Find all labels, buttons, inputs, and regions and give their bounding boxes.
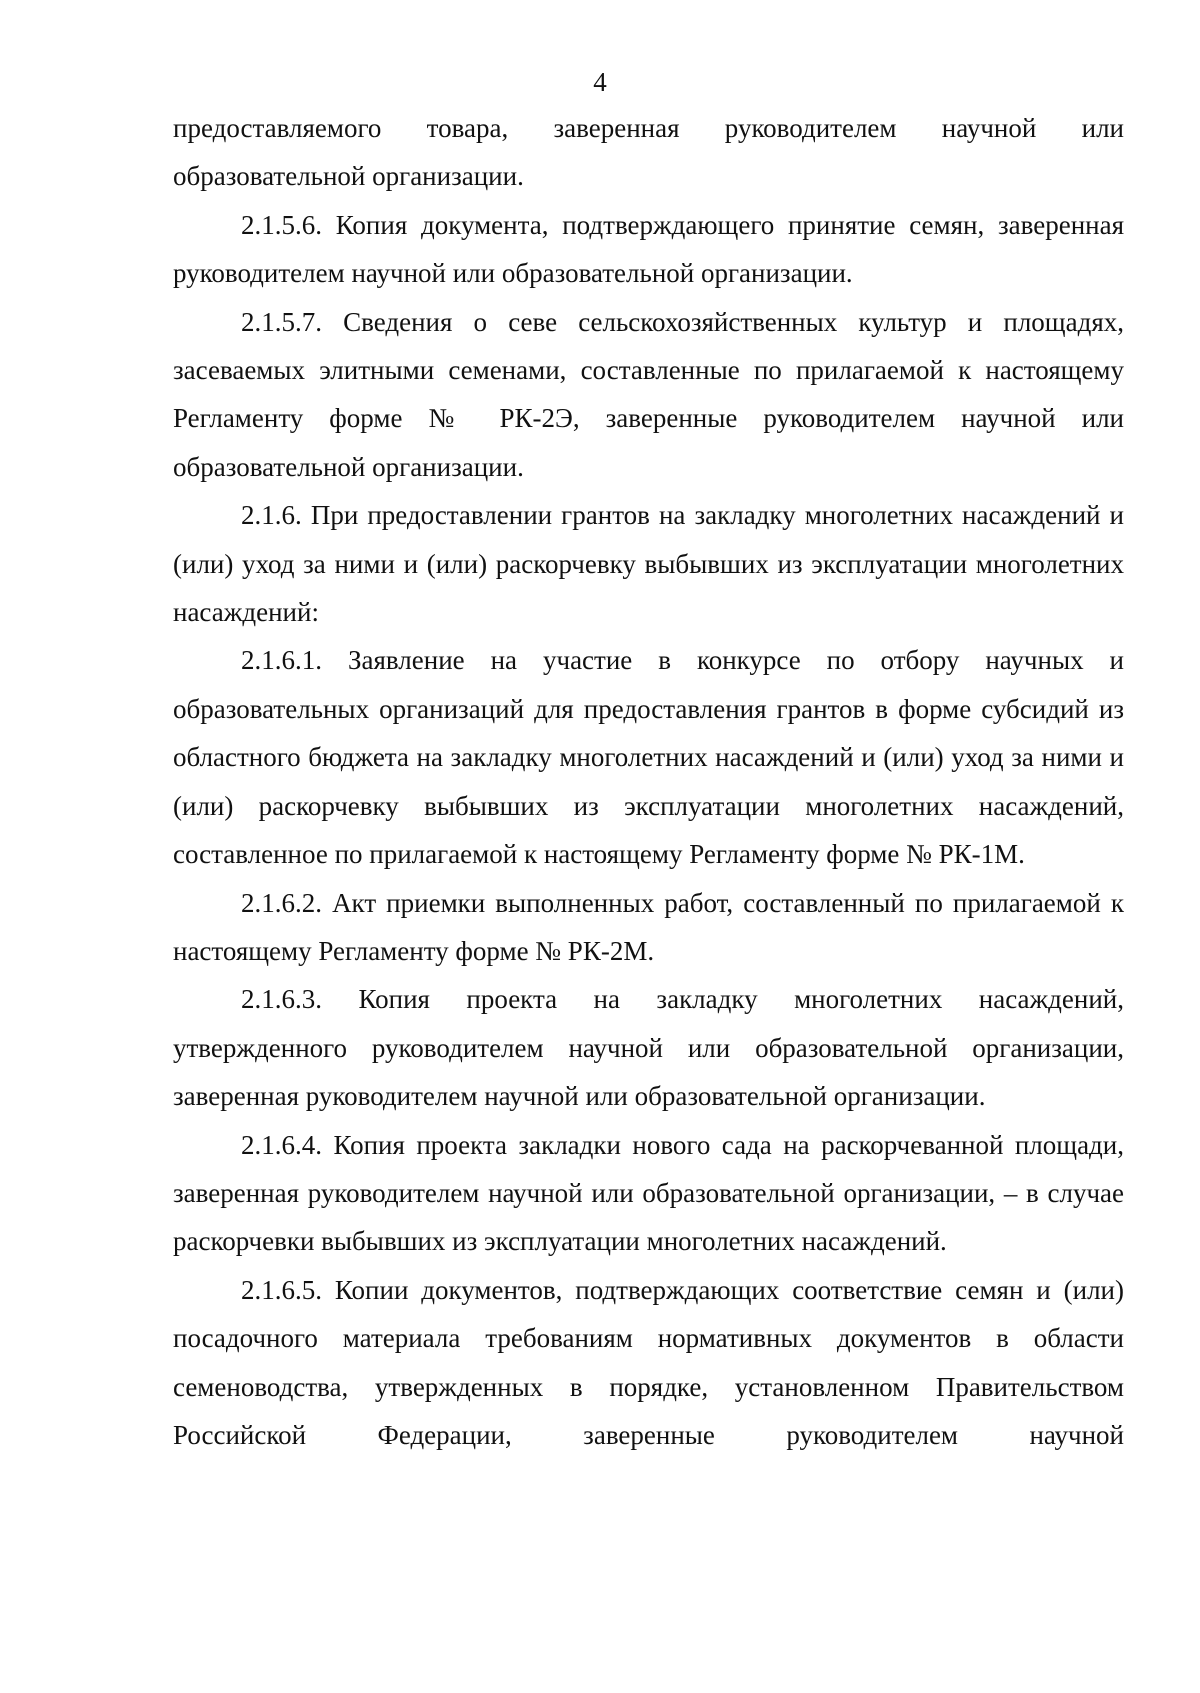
page-number: 4 [593,67,607,97]
paragraph-continuation: предоставляемого товара, заверенная руководителем научной или образовательной организации. [173,113,1124,192]
paragraph-2-1-6-5: 2.1.6.5. Копии документов, подтверждающих соответствие семян и (или) посадочного материала требованиям нормативных документов в области семеноводства, утвержденных в порядке, установленном Правительством Российской Федерации, заверенные руководителем научной [173,1274,1124,1450]
paragraph-2-1-6-4: 2.1.6.4. Копия проекта закладки нового сада на раскорчеванной площади, заверенная руководителем научной или образовательной организации, – в случае раскорчевки выбывших из эксплуатации многолетних насаждений. [173,1129,1124,1257]
paragraph-2-1-6: 2.1.6. При предоставлении грантов на закладку многолетних насаждений и (или) уход за ними и (или) раскорчевку выбывших из эксплуатации многолетних насаждений: [173,500,1124,628]
paragraph-2-1-6-3: 2.1.6.3. Копия проекта на закладку многолетних насаждений, утвержденного руководителем научной или образовательной организации, заверенная руководителем научной или образовательной организации. [173,984,1124,1112]
paragraph-2-1-5-7: 2.1.5.7. Сведения о севе сельскохозяйственных культур и площадях, засеваемых элитными семенами, составленные по прилагаемой к настоящему Регламенту форме № РК-2Э, заверенные руководителем научной или образовательной организации. [173,306,1124,482]
paragraph-2-1-6-1: 2.1.6.1. Заявление на участие в конкурсе по отбору научных и образовательных организаций для предоставления грантов в форме субсидий из областного бюджета на закладку многолетних насаждений и (или) уход за ними и (или) раскорчевку выбывших из эксплуатации многолетних насаждений, составленное по прилагаемой к настоящему Регламенту форме № РК-1М. [173,645,1124,870]
paragraph-2-1-5-6: 2.1.5.6. Копия документа, подтверждающего принятие семян, заверенная руководителем научной или образовательной организации. [173,209,1124,289]
paragraph-2-1-6-2: 2.1.6.2. Акт приемки выполненных работ, составленный по прилагаемой к настоящему Регламенту форме № РК-2М. [173,887,1124,966]
document-body [173,104,1124,1459]
